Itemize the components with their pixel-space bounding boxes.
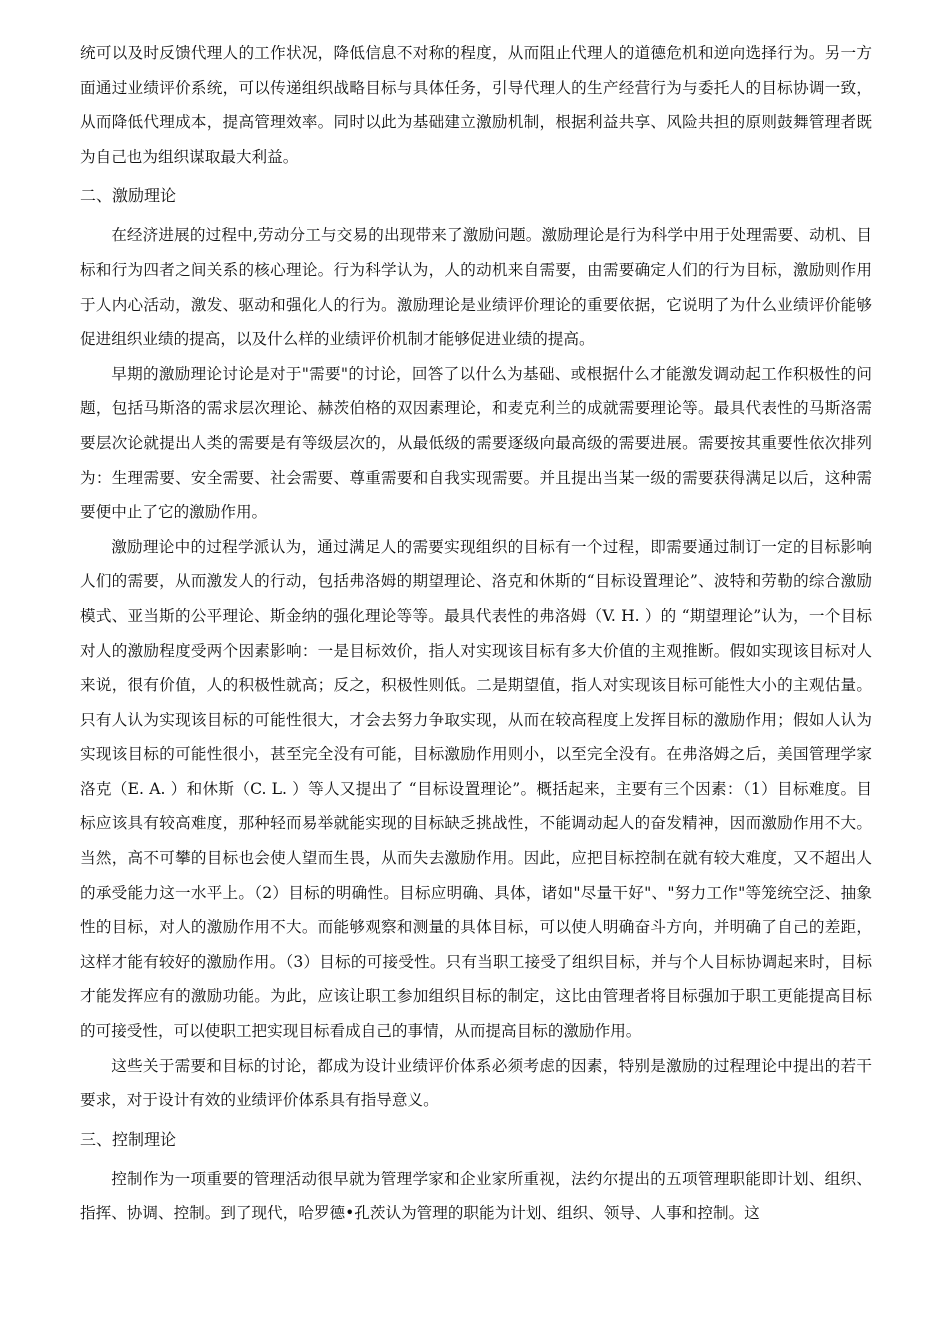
section-heading-control-theory: 三、控制理论 [80,1129,177,1149]
body-paragraph: 控制作为一项重要的管理活动很早就为管理学家和企业家所重视，法约尔提出的五项管理职能即计划、组织、指挥、协调、控制。到了现代，哈罗德•孔茨认为管理的职能为计划、组织、领导、人事和控制。这 [80,1169,872,1223]
body-paragraph: 激励理论中的过程学派认为，通过满足人的需要实现组织的目标有一个过程，即需要通过制订一定的目标影响人们的需要，从而激发人的行动，包括弗洛姆的期望理论、洛克和休斯的“目标设置理论”、波特和劳勒的综合激励模式、亚当斯的公平理论、斯金纳的强化理论等等。最具代表性的弗洛姆（V. H. ）的 “期望理论”认为，一个目标对人的激励程度受两个因素影响：一是目标效价，指人对实现该目标有多大价值的主观推断。假如实现该目标对人来说，很有价值，人的积极性就高；反之，积极性则低。二是期望值，指人对实现该目标可能性大小的主观估量。只有人认为实现该目标的可能性很大，才会去努力争取实现，从而在较高程度上发挥目标的激励作用；假如人认为实现该目标的可能性很小，甚至完全没有可能，目标激励作用则小，以至完全没有。在弗洛姆之后，美国管理学家洛克（E. A. ）和休斯（C. L. ）等人又提出了 “目标设置理论”。概括起来，主要有三个因素：（1）目标难度。目标应该具有较高难度，那种轻而易举就能实现的目标缺乏挑战性，不能调动起人的奋发精神，因而激励作用不大。当然，高不可攀的目标也会使人望而生畏，从而失去激励作用。因此，应把目标控制在就有较大难度，又不超出人的承受能力这一水平上。（2）目标的明确性。目标应明确、具体，诸如"尽量干好"、"努力工作"等笼统空泛、抽象性的目标，对人的激励作用不大。而能够观察和测量的具体目标，可以使人明确奋斗方向，并明确了自己的差距，这样才能有较好的激励作用。（3）目标的可接受性。只有当职工接受了组织目标，并与个人目标协调起来时，目标才能发挥应有的激励功能。为此，应该让职工参加组织目标的制定，这比由管理者将目标强加于职工更能提高目标的可接受性，可以使职工把实现目标看成自己的事情，从而提高目标的激励作用。 [80,537,872,1041]
body-paragraph: 在经济进展的过程中,劳动分工与交易的出现带来了激励问题。激励理论是行为科学中用于处理需要、动机、目标和行为四者之间关系的核心理论。行为科学认为，人的动机来自需要，由需要确定人们的行为目标，激励则作用于人内心活动，激发、驱动和强化人的行为。激励理论是业绩评价理论的重要依据，它说明了为什么业绩评价能够促进组织业绩的提高，以及什么样的业绩评价机制才能够促进业绩的提高。 [80,226,872,349]
intro-paragraph: 统可以及时反馈代理人的工作状况，降低信息不对称的程度，从而阻止代理人的道德危机和逆向选择行为。另一方面通过业绩评价系统，可以传递组织战略目标与具体任务，引导代理人的生产经营行为与委托人的目标协调一致，从而降低代理成本，提高管理效率。同时以此为基础建立激励机制，根据利益共享、风险共担的原则鼓舞管理者既为自己也为组织谋取最大利益。 [80,44,872,166]
document-page [80,36,872,1231]
section-heading-incentive-theory: 二、激励理论 [80,186,177,206]
body-paragraph: 这些关于需要和目标的讨论，都成为设计业绩评价体系必须考虑的因素，特别是激励的过程理论中提出的若干要求，对于设计有效的业绩评价体系具有指导意义。 [80,1056,872,1110]
body-paragraph: 早期的激励理论讨论是对于"需要"的讨论，回答了以什么为基础、或根据什么才能激发调动起工作积极性的问题，包括马斯洛的需求层次理论、赫茨伯格的双因素理论，和麦克利兰的成就需要理论等。最具代表性的马斯洛需要层次论就提出人类的需要是有等级层次的，从最低级的需要逐级向最高级的需要进展。需要按其重要性依次排列为：生理需要、安全需要、社会需要、尊重需要和自我实现需要。并且提出当某一级的需要获得满足以后，这种需要便中止了它的激励作用。 [80,364,872,522]
